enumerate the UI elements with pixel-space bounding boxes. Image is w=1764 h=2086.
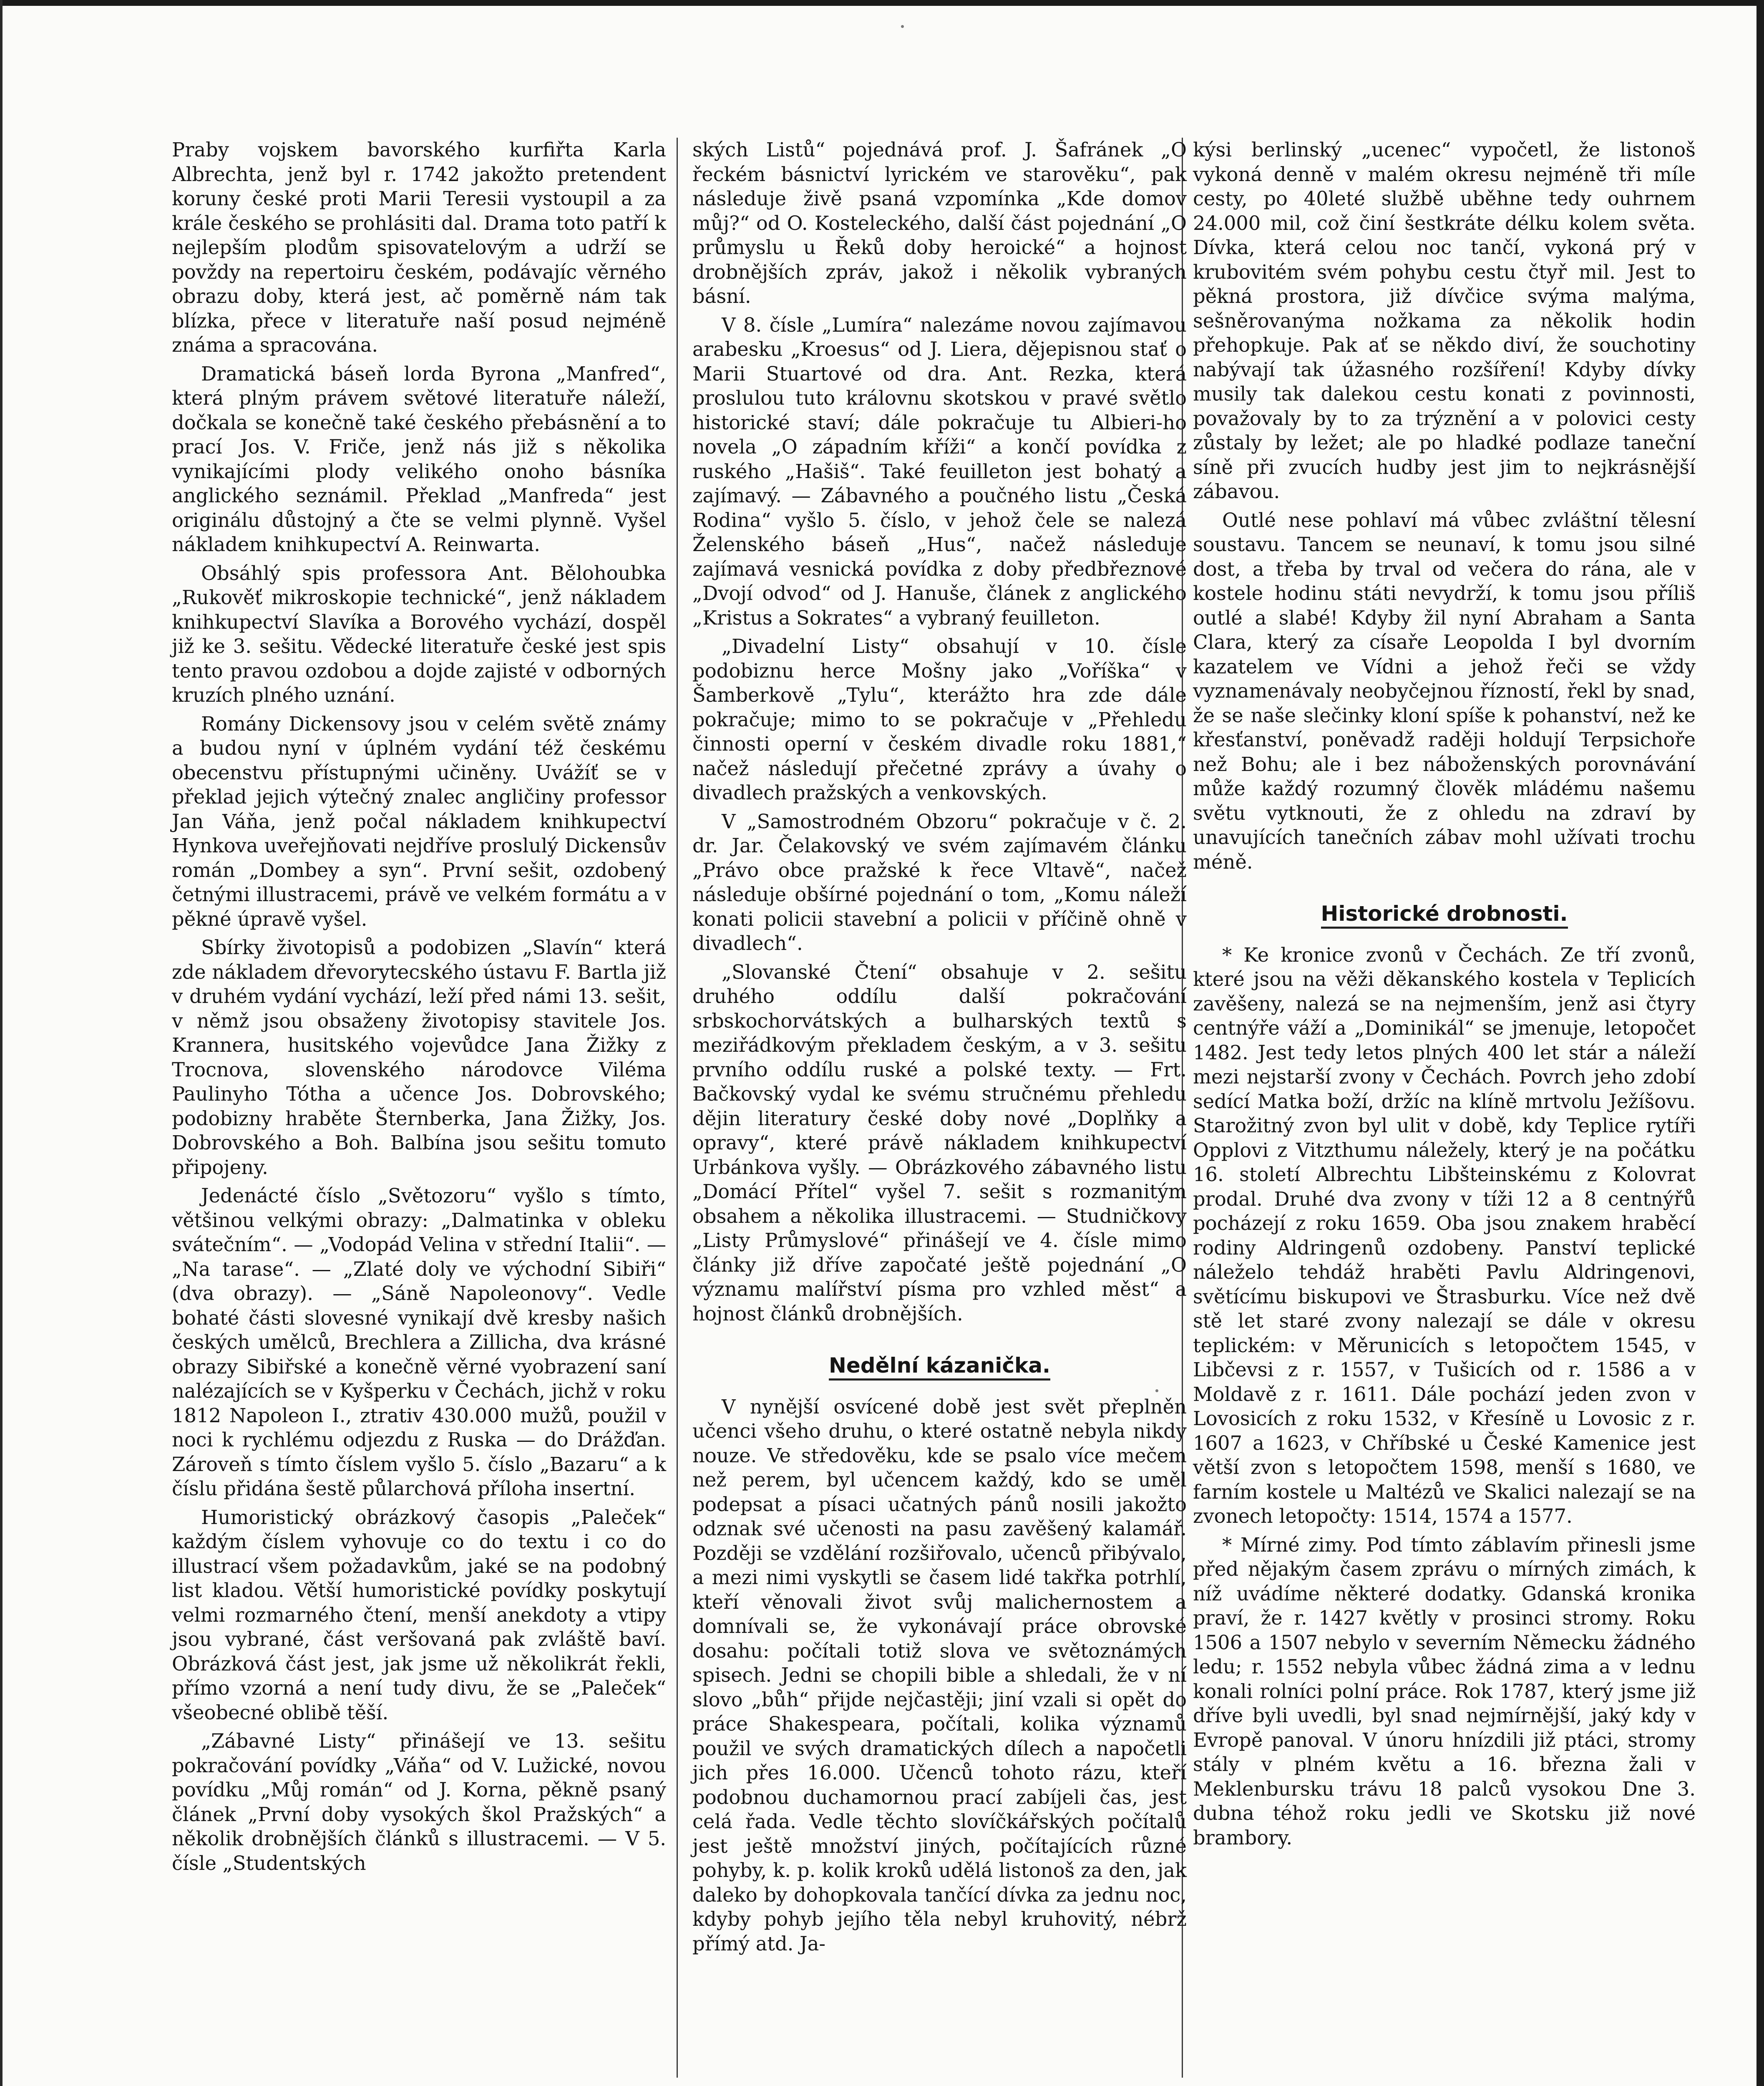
paragraph: Outlé nese pohlaví má vůbec zvláštní tělesní soustavu. Tancem se neunaví, k tomu jsou silné dost, a třeba by trval od večera do rána, ale v kostele hodinu státi nevydrží, k tomu jsou příliš outlé a slabé! Kdyby žil nyní Abraham a Santa Clara, který za císaře Leopolda I byl dvorním kazatelem ve Vídni a jehož řeči se vždy vyznamenávaly neobyčejnou řízností, řekl by snad, že se naše slečinky kloní spíše k pohanství, než ke křesťanství, poněvadž raději holdují Terpsichoře než Bohu; ale i bez náboženských porovnávání může každý rozumný člověk mládému našemu světu vytknouti, že z ohledu na zdraví by unavujících tanečních zábav mohl užívati trochu méně. <box>1193 509 1696 873</box>
paragraph: Jedenácté číslo „Světozoru“ vyšlo s tímto, většinou velkými obrazy: „Dalmatinka v obleku svátečním“. — „Vodopád Velina v střední Italii“. — „Na tarase“. — „Zlaté doly ve východní Sibiři“ (dva obrazy). — „Sáně Napoleonovy“. Vedle bohaté části slovesné vynikají dvě kresby našich českých umělců, Brechlera a Zillicha, dva krásné obrazy Sibiřské a konečně věrné vyobrazení saní nalézajících se v Kyšperku v Čechách, jichž v roku 1812 Napoleon I., ztrativ 430.000 mužů, použil v noci k rychlému odjezdu z Ruska — do Drážďan. Zároveň s tímto číslem vyšlo 5. číslo „Bazaru“ a k číslu přidána šestě půlarchová příloha insertní. <box>172 1184 666 1500</box>
paragraph: * Mírné zimy. Pod tímto záblavím přinesli jsme před nějakým časem zprávu o mírných zimách, k níž uvádíme některé dodatky. Gdanská kronika praví, že r. 1427 květly v prosinci stromy. Roku 1506 a 1507 nebylo v severním Německu žádného ledu; r. 1552 nebyla vůbec žádná zima a v lednu konali rolníci polní práce. Rok 1787, který jsme již dříve byli uvedli, byl snad nejmírnější, jaký kdy v Evropě panoval. V únoru hnízdili již ptáci, stromy stály v plném květu a 16. března žali v Meklenbursku trávu 18 palců vysokou Dne 3. dubna téhož roku jedli ve Skotsku již nové brambory. <box>1193 1533 1696 1849</box>
text-column-3 <box>1193 138 1696 2086</box>
paragraph: „Zábavné Listy“ přinášejí ve 13. sešitu pokračování povídky „Váňa“ od V. Lužické, novou povídku „Můj román“ od J. Korna, pěkně psaný článek „První doby vysokých škol Pražských“ a několik drobnějších článků s illustracemi. — V 5. čísle „Studentských <box>172 1730 666 1874</box>
ink-spot <box>1155 1389 1158 1392</box>
text-column-1 <box>172 138 666 2086</box>
paragraph: V nynější osvícené době jest svět přeplněn učenci všeho druhu, o které ostatně nebyla nikdy nouze. Ve středověku, kde se psalo více mečem než perem, byl učencem každý, kdo se uměl podepsat a písaci učatných pánů nosili jakožto odznak své učenosti na pasu zavěšený kalamář. Později se vzdělání rozšiřovalo, učenců přibývalo, a mezi nimi vyskytli se časem lidé takřka potrhlí, kteří věnovali život svůj malichernostem a domnívali se, že vykonávají práce obrovské dosahu: počítali totiž slova ve světoznámých spisech. Jedni se chopili bible a shledali, že v ní slovo „bůh“ přijde nejčastěji; jiní vzali si opět do práce Shakespeara, počítali, kolika významů použil ve svých dramatických dílech a napočetli jich přes 16.000. Učenců tohoto rázu, kteří podobnou duchamornou prací zabíjeli čas, jest celá řada. Vedle těchto slovíčkářských počítalů jest ještě množství jiných, počítajících různé pohyby, k. p. kolik kroků udělá listonoš za den, jak daleko by dohopkovala tančící dívka za jednu noc, kdyby pohyb jejího těla nebyl kruhovitý, nébrž přímý atd. Ja- <box>692 1395 1187 1955</box>
text-column-2 <box>692 138 1187 2086</box>
paragraph: kýsi berlinský „ucenec“ vypočetl, že listonoš vykoná denně v malém okresu nejméně tři míle cesty, po 40leté službě uběhne tedy ouhrnem 24.000 mil, což činí šestkráte délku kolem světa. Dívka, která celou noc tančí, vykoná prý v krubovitém svém pohybu cestu čtyř mil. Jest to pěkná prostora, již dívčice svýma malýma, sešněrovanýma nožkama za několik hodin přehopkuje. Pak ať se někdo diví, že souchotiny nabývají tak úžasného rozšíření! Kdyby dívky musily tak dalekou cestu konati z povinnosti, považovaly by to za trýznění a v polovici cesty zůstaly by ležet; ale po hladké podlaze taneční síně při zvucích hudby jest jim to nejkrásnější zábavou. <box>1193 139 1696 503</box>
paragraph: Sbírky životopisů a podobizen „Slavín“ která zde nákladem dřevorytecského ústavu F. Bartla již v druhém vydání vychází, leží před námi 13. sešit, v němž jsou obsaženy životopisy stavitele Jos. Krannera, husitského vojevůdce Jana Žižky z Trocnova, slovenského národovce Viléma Paulinyho Tótha a učence Jos. Dobrovského; podobizny hraběte Šternberka, Jana Žižky, Jos. Dobrovského a Boh. Balbína jsou sešitu tomuto připojeny. <box>172 936 666 1179</box>
paragraph: V „Samostrodném Obzoru“ pokračuje v č. 2. dr. Jar. Čelakovský ve svém zajímavém článku „Právo obce pražské k řece Vltavě“, načež následuje obšírné pojednání o tom, „Komu náleží konati policii stavební a policii v příčině ohně v divadlech“. <box>692 810 1187 955</box>
paragraph: Dramatická báseň lorda Byrona „Manfred“, která plným právem světové literatuře náleží, dočkala se konečně také českého přebásnění a to prací Jos. V. Friče, jenž nás již s několika vynikajícími plody velikého onoho básníka anglického seznámil. Překlad „Manfreda“ jest originálu důstojný a čte se velmi plynně. Vyšel nákladem knihkupectví A. Reinwarta. <box>172 362 666 556</box>
section-heading <box>1193 902 1696 926</box>
section-heading <box>692 1353 1187 1378</box>
paragraph: Obsáhlý spis professora Ant. Bělohoubka „Rukověť mikroskopie technické“, jenž nákladem knihkupectví Slavíka a Borového vychází, dospěl již ke 3. sešitu. Vědecké literatuře české jest spis tento pravou ozdobou a dojde zajisté v odborných kruzích plného uznání. <box>172 562 666 706</box>
section-heading-text: Historické drobnosti. <box>1321 902 1568 929</box>
paragraph: „Slovanské Čtení“ obsahuje v 2. sešitu druhého oddílu další pokračování srbskochorvátských a bulharských textů s meziřádkovým překladem českým, a v 3. sešitu prvního oddílu ruské a polské texty. — Frt. Bačkovský vydal ke svému stručnému přehledu dějin literatury české doby nové „Doplňky a opravy“, které právě nákladem knihkupectví Urbánkova vyšly. — Obrázkového zábavného listu „Domácí Přítel“ vyšel 7. sešit s rozmanitým obsahem a několika illustracemi. — Studničkovy „Listy Průmyslové“ přinášejí ve 4. čísle mimo články již dříve započaté ještě pojednání „O významu malířství písma pro vzhled měst“ a hojnost článků drobnějších. <box>692 960 1187 1325</box>
scan-border-right <box>1756 0 1764 2086</box>
scan-border-top <box>0 0 1764 6</box>
paragraph: Romány Dickensovy jsou v celém světě známy a budou nyní v úplném vydání též českému obecenstvu přístupnými učiněny. Uvážíť se v překlad jejich výtečný znalec angličiny professor Jan Váňa, jenž počal nákladem knihkupectví Hynkova uveřejňovati nejdříve proslulý Dickensův román „Dombey a syn“. První sešit, ozdobený četnými illustracemi, právě ve velkém formátu a v pěkné úpravě vyšel. <box>172 712 666 930</box>
paragraph: * Ke kronice zvonů v Čechách. Ze tří zvonů, které jsou na věži děkanského kostela v Teplicích zavěšeny, nalezá se na nejmenším, jenž asi čtyry centnýře váží a „Dominikál“ se jmenuje, letopočet 1482. Jest tedy letos plných 400 let stár a náleží mezi nejstarší zvony v Čechách. Povrch jeho zdobí sedící Matka boží, držíc na klíně mrtvolu Ježíšovu. Starožitný zvon byl ulit v době, kdy Teplice rytíři Opplovi z Vitzthumu náležely, který je na počátku 16. století Albrechtu Libšteinskému z Kolovrat prodal. Druhé dva zvony v tíži 12 a 8 centnýřů pocházejí z roku 1659. Oba jsou znakem hraběcí rodiny Aldringenů ozdobeny. Panství teplické náleželo tehdáž hraběti Pavlu Aldringenovi, světícímu biskupovi ve Štrasburku. Více než dvě stě let staré zvony nalezají se dále v okresu teplickém: v Měrunicích s letopočtem 1545, v Libčevsi z r. 1557, v Tušicích od r. 1586 a v Moldavě z r. 1611. Dále pochází jeden zvon v Lovosicích z roku 1532, v Křesíně u Lovosic z r. 1607 a 1623, v Chříbské u České Kamenice jest větší zvon s letopočtem 1598, menší s 1680, ve farním kostele u Maltézů ve Skalici nalezají se na zvonech letopočty: 1514, 1574 a 1577. <box>1193 943 1696 1527</box>
paragraph: ských Listů“ pojednává prof. J. Šafránek „O řeckém básnictví lyrickém ve starověku“, pak následuje živě psaná vzpomínka „Kde domov můj?“ od O. Kosteleckého, další část pojednání „O průmyslu u Řeků doby heroické“ a hojnost drobnějších zpráv, jakož i několik vybraných básní. <box>692 139 1187 307</box>
scan-border-left <box>0 0 3 2086</box>
column-rule <box>677 138 678 2078</box>
paragraph: „Divadelní Listy“ obsahují v 10. čísle podobiznu herce Mošny jako „Voříška“ v Šamberkově „Tylu“, kterážto hra zde dále pokračuje; mimo to se pokračuje v „Přehledu činnosti operní v českém divadle roku 1881,“ načež následují přečetné zprávy a úvahy o divadlech pražských a venkovských. <box>692 635 1187 804</box>
paragraph: Praby vojskem bavorského kurfiřta Karla Albrechta, jenž byl r. 1742 jakožto pretendent koruny české proti Marii Teresii vystoupil a za krále českého se prohlásiti dal. Drama toto patří k nejlepším plodům spisovatelovým a udrží se povždy na repertoiru českém, podávajíc věrného obrazu doby, která jest, ač poměrně nám tak blízka, přece v literatuře naší posud nejméně známa a spracována. <box>172 139 666 356</box>
paragraph: V 8. čísle „Lumíra“ nalezáme novou zajímavou arabesku „Kroesus“ od J. Liera, dějepisnou stať o Marii Stuartové od dra. Ant. Rezka, která proslulou tuto královnu skotskou v pravé světlo historické staví; dále pokračuje tu Albieri-ho novela „O západním kříži“ a končí povídka z ruského „Hašiš“. Také feuilleton jest bohatý a zajímavý. — Zábavného a poučného listu „Česká Rodina“ vyšlo 5. číslo, v jehož čele se nalezá Želenského báseň „Hus“, načež následuje zajímavá vesnická povídka z doby předbřeznové „Dvojí odvod“ od J. Hanuše, článek z anglického „Kristus a Sokrates“ a vybraný feuilleton. <box>692 313 1187 629</box>
ink-spot <box>901 25 904 28</box>
section-heading-text: Nedělní kázanička. <box>829 1353 1050 1381</box>
paragraph: Humoristický obrázkový časopis „Paleček“ každým číslem vyhovuje co do textu i co do illustrací všem požadavkům, jaké se na podobný list kladou. Větší humoristické povídky poskytují velmi rozmarného čtení, menší anekdoty a vtipy jsou vybrané, část veršovaná pak zvláště baví. Obrázková část jest, jak jsme už několikrát řekli, přímo vzorná a není tudy divu, že se „Paleček“ všeobecné oblibě těší. <box>172 1506 666 1724</box>
